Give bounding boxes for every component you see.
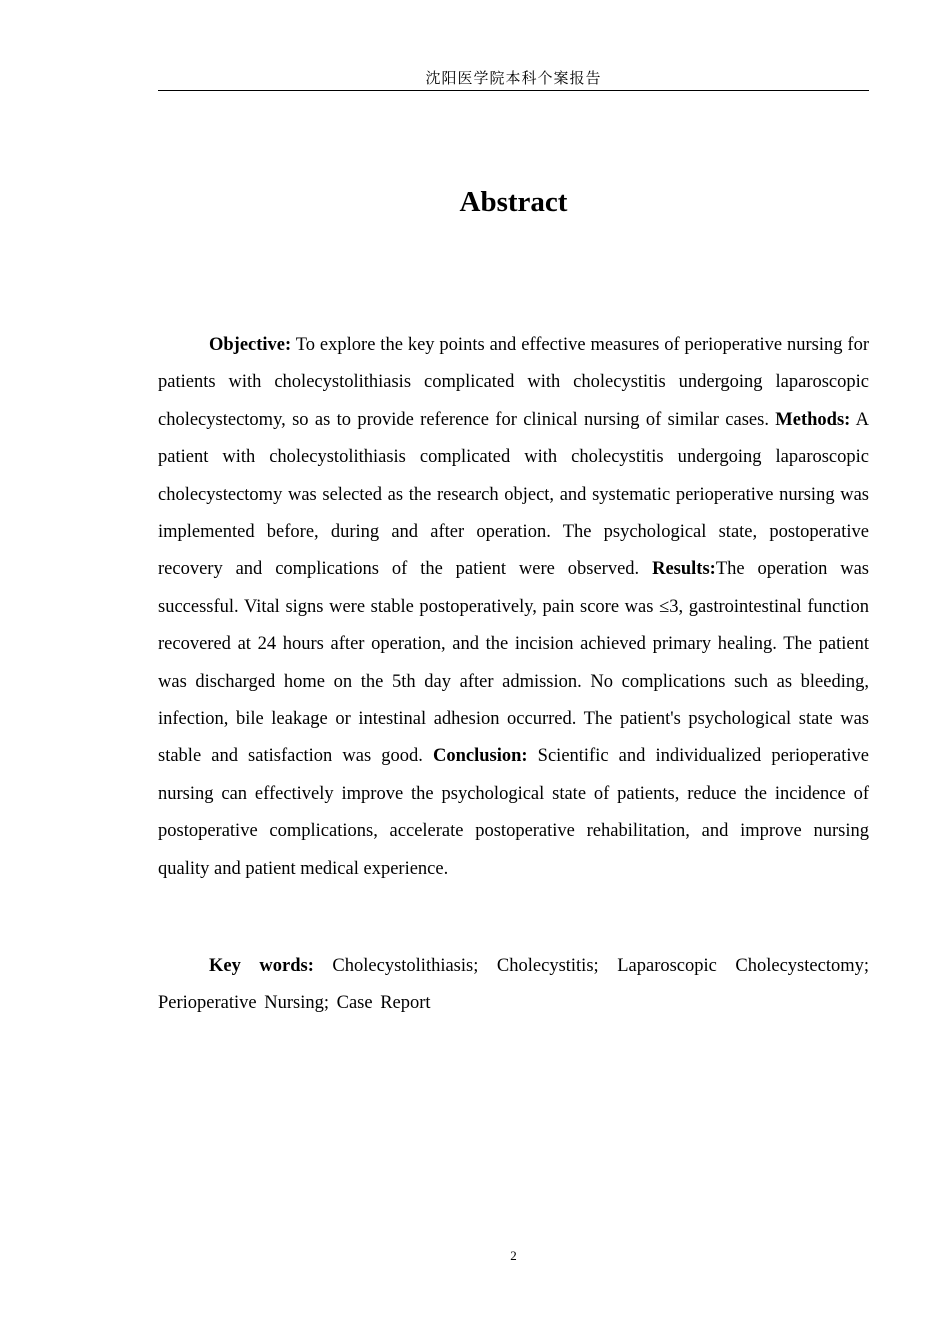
methods-label: Methods:	[775, 409, 851, 430]
keywords-text: Cholecystolithiasis; Cholecystitis; Laparoscopic Cholecystectomy; Perioperative Nursing; Case Report	[158, 956, 869, 1014]
keywords-paragraph	[158, 948, 869, 1023]
methods-text: A patient with cholecystolithiasis complicated with cholecystitis undergoing laparoscopic cholecystectomy was selected as the research object, and systematic perioperative nursing was implemented before, during and after operation. The psychological state, postoperative recovery and complications of the patient were observed.	[158, 409, 869, 580]
results-label: Results:	[652, 559, 716, 580]
results-text: The operation was successful. Vital signs were stable postoperatively, pain score was ≤3, gastrointestinal function recovered at 24 hours after operation, and the incision achieved primary healing. The patient was discharged home on the 5th day after admission. No complications such as bleeding, infection, bile leakage or intestinal adhesion occurred. The patient's psychological state was stable and satisfaction was good.	[158, 559, 869, 767]
page-header	[158, 66, 869, 91]
conclusion-text: Scientific and individualized perioperative nursing can effectively improve the psychological state of patients, reduce the incidence of postoperative complications, accelerate postoperative rehabilitation, and improve nursing quality and patient medical experience.	[158, 746, 869, 879]
page-title: Abstract	[459, 186, 568, 218]
keywords-label: Key words:	[209, 956, 314, 976]
objective-text: To explore the key points and effective measures of perioperative nursing for patients with cholecystolithiasis complicated with cholecystitis undergoing laparoscopic cholecystectomy, so as to provide reference for clinical nursing of similar cases.	[158, 335, 869, 430]
abstract-paragraph	[158, 327, 869, 888]
page-number: 2	[510, 1248, 517, 1263]
conclusion-label: Conclusion:	[433, 746, 528, 767]
objective-label: Objective:	[209, 335, 292, 355]
header-text: 沈阳医学院本科个案报告	[425, 69, 602, 87]
